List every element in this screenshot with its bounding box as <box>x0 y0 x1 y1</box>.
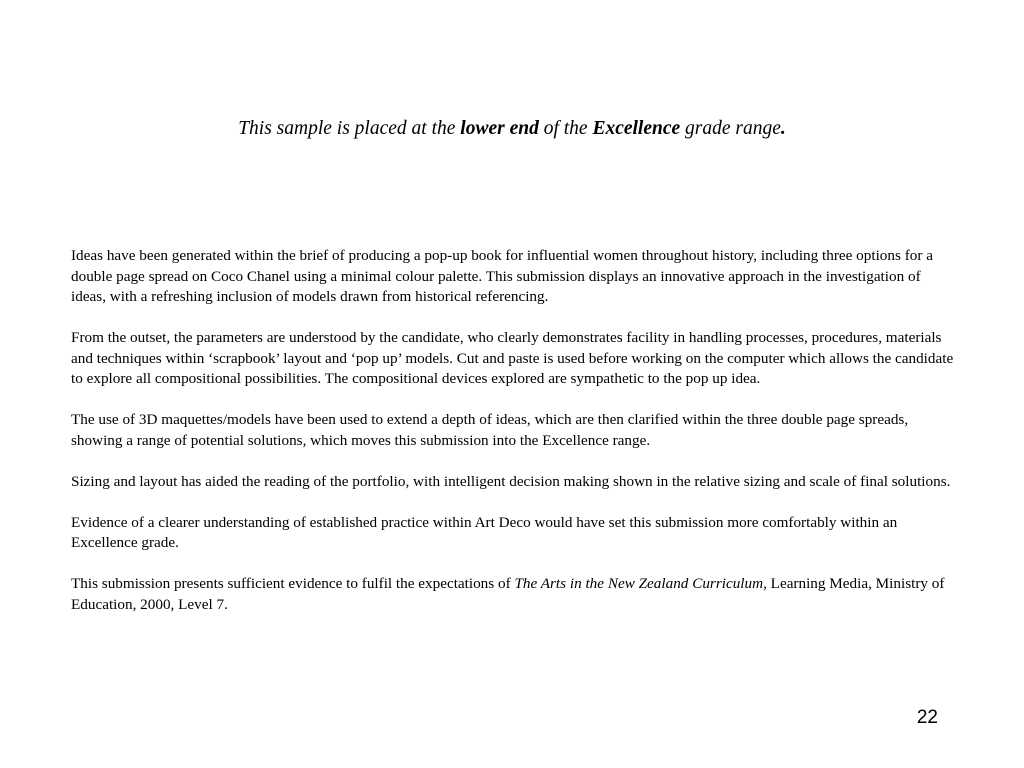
grade-statement-text: This sample is placed at the <box>238 118 461 139</box>
grade-statement <box>0 116 1024 142</box>
grade-statement-text: grade range <box>680 118 781 139</box>
curriculum-reference-paragraph <box>71 574 955 615</box>
grade-level-emphasis: Excellence <box>592 118 681 139</box>
page-number: 22 <box>916 707 938 728</box>
grade-statement-period: . <box>780 118 786 139</box>
reference-text: This submission presents sufficient evidence to fulfil the expectations of <box>71 575 515 592</box>
commentary-paragraph: From the outset, the parameters are understood by the candidate, who clearly demonstrates facility in handling processes, procedures, materials and techniques within ‘scrapbook’ layout and ‘pop up’ models. Cut and paste is used before working on the computer which allows the candidate to explore all compositional possibilities. The compositional devices explored are sympathetic to the pop up idea. <box>71 329 954 387</box>
curriculum-title: The Arts in the New Zealand Curriculum <box>514 575 764 592</box>
reference-text: , Learning Media, Ministry of Education, 2000, Level 7. <box>71 575 945 613</box>
commentary-paragraph: Sizing and layout has aided the reading of the portfolio, with intelligent decision making shown in the relative sizing and scale of final solutions. <box>71 472 951 490</box>
commentary-paragraph: Ideas have been generated within the brief of producing a pop-up book for influential women throughout history, including three options for a double page spread on Coco Chanel using a minimal colour palette. This submission displays an innovative approach in the investigation of ideas, with a refreshing inclusion of models drawn from historical referencing. <box>71 247 933 305</box>
commentary-paragraph: Evidence of a clearer understanding of established practice within Art Deco would have set this submission more comfortably within an Excellence grade. <box>71 513 898 551</box>
grade-position-emphasis: lower end <box>460 118 539 139</box>
commentary-paragraph: The use of 3D maquettes/models have been used to extend a depth of ideas, which are then clarified within the three double page spreads, showing a range of potential solutions, which moves this submission into the Excellence range. <box>71 411 909 449</box>
assessment-commentary <box>71 246 955 615</box>
grade-statement-text: of the <box>538 118 593 139</box>
